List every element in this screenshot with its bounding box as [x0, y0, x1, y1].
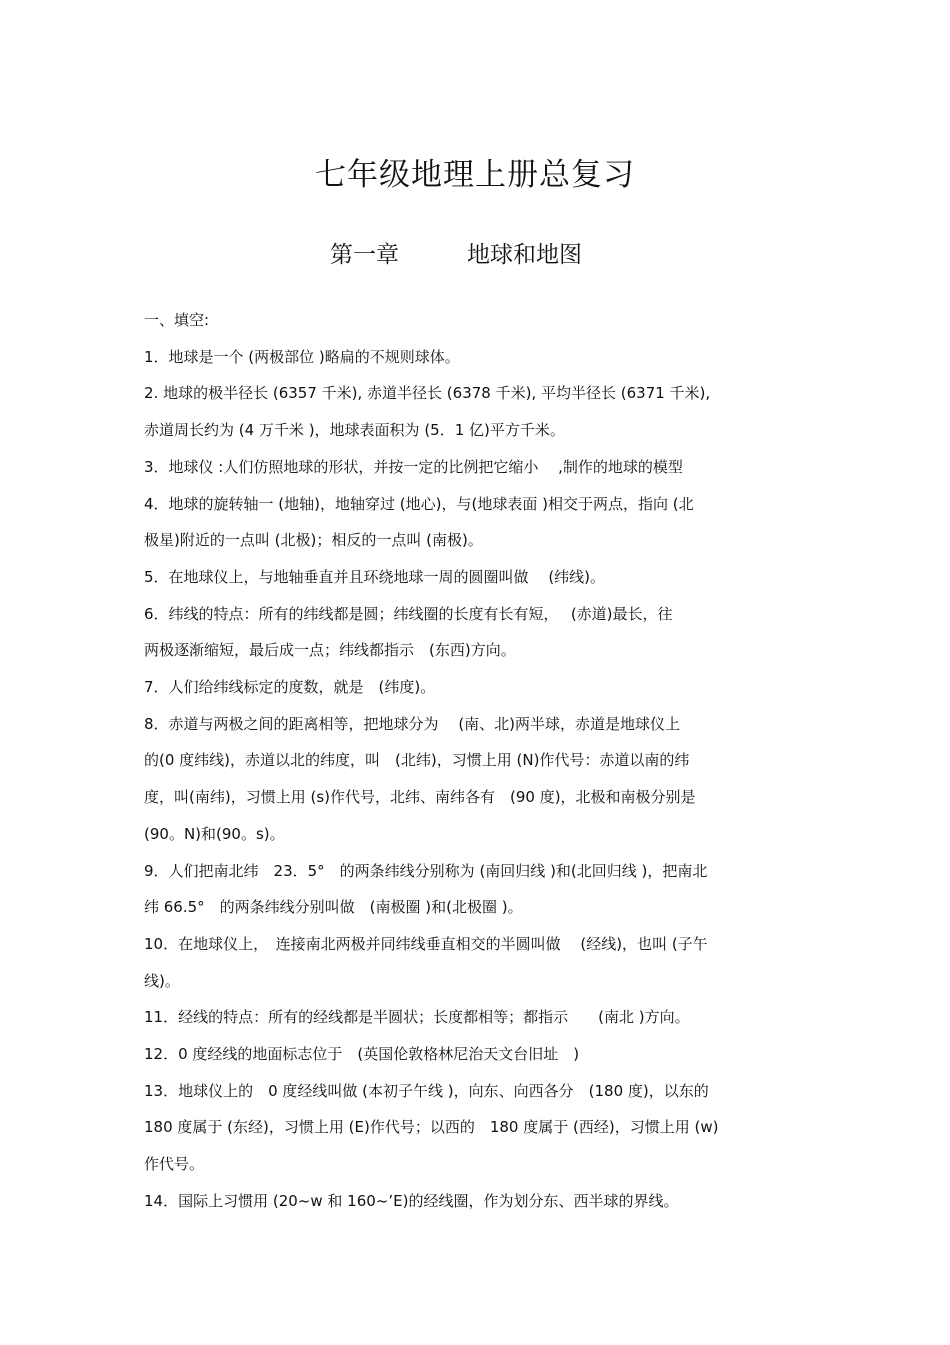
- text-line: 10．在地球仪上， 连接南北两极并同纬线垂直相交的半圆叫做 (经线)，也叫 (子午: [144, 934, 708, 953]
- document-body: [144, 302, 810, 1220]
- chapter-name: 地球和地图: [467, 242, 582, 268]
- text-line: 7．人们给纬线标定的度数，就是 (纬度)。: [144, 678, 436, 697]
- section-heading: 一、填空:: [144, 311, 210, 329]
- text-line: 的(0 度纬线)，赤道以北的纬度，叫 (北纬)，习惯上用 (N)作代号：赤道以南的纬: [144, 751, 690, 770]
- text-line: 12．0 度经线的地面标志位于 (英国伦敦格林尼治天文台旧址 ): [144, 1045, 580, 1064]
- text-line: 180 度属于 (东经)，习惯上用 (E)作代号；以西的 180 度属于 (西经)，习惯上用 (w): [144, 1118, 719, 1137]
- text-line: 13．地球仪上的 0 度经线叫做 (本初子午线 )，向东、向西各分 (180 度)，以东的: [144, 1081, 709, 1100]
- text-line: (90。N)和(90。s)。: [144, 824, 285, 843]
- chapter-heading: [330, 236, 582, 274]
- text-line: 极星)附近的一点叫 (北极)；相反的一点叫 (南极)。: [144, 531, 483, 550]
- document-title: 七年级地理上册总复习: [315, 157, 635, 193]
- text-line: 纬 66.5° 的两条纬线分别叫做 (南极圈 )和(北极圈 )。: [144, 898, 523, 917]
- text-line: 4．地球的旋转轴一 (地轴)，地轴穿过 (地心)，与(地球表面 )相交于两点，指向 (北: [144, 494, 694, 513]
- chapter-number: 第一章: [330, 242, 399, 268]
- text-line: 6．纬线的特点：所有的纬线都是圆；纬线圈的长度有长有短， (赤道)最长，往: [144, 604, 673, 623]
- text-line: 9．人们把南北纬 23．5° 的两条纬线分别称为 (南回归线 )和(北回归线 )，把南北: [144, 861, 708, 880]
- text-line: 线)。: [144, 971, 180, 990]
- text-line: 8．赤道与两极之间的距离相等，把地球分为 (南、北)两半球，赤道是地球仪上: [144, 714, 681, 733]
- text-line: 赤道周长约为 (4 万千米 )，地球表面积为 (5．1 亿)平方千米。: [144, 421, 565, 440]
- text-line: 作代号。: [144, 1155, 205, 1174]
- text-line: 度，叫(南纬)，习惯上用 (s)作代号，北纬、南纬各有 (90 度)，北极和南极分别是: [144, 788, 696, 807]
- text-line: 3．地球仪 :人们仿照地球的形状，并按一定的比例把它缩小 ,制作的地球的模型: [144, 457, 683, 476]
- text-line: 2. 地球的极半径长 (6357 千米), 赤道半径长 (6378 千米), 平均半径长 (6371 千米),: [144, 384, 711, 403]
- text-line: 5．在地球仪上，与地轴垂直并且环绕地球一周的圆圈叫做 (纬线)。: [144, 567, 606, 586]
- text-line: 1．地球是一个 (两极部位 )略扁的不规则球体。: [144, 347, 460, 366]
- text-line: 11．经线的特点：所有的经线都是半圆状；长度都相等；都指示 (南北 )方向。: [144, 1008, 690, 1027]
- text-line: 两极逐渐缩短，最后成一点；纬线都指示 (东西)方向。: [144, 641, 516, 660]
- text-line: 14．国际上习惯用 (20~w 和 160~’E)的经线圈，作为划分东、西半球的界线。: [144, 1191, 679, 1210]
